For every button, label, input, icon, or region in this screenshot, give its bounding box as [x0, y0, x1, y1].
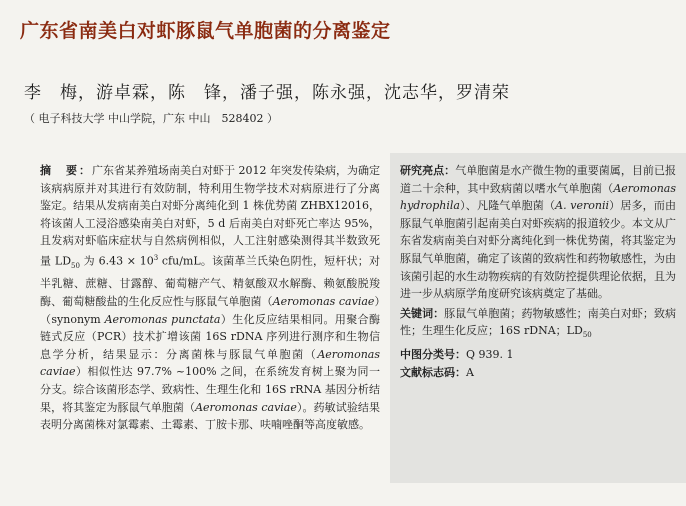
exponent: 3 — [153, 253, 159, 262]
abstract-text: 广东省某养殖场南美白对虾于 2012 年突发传染病，为确定该病病原并对其进行有效防制，特利用生物学技术对病原进行了分离鉴定。结果从发病南美白对虾分离纯化到 1 株优势菌 ZHBX12016，将该菌人工浸浴感染南美白对虾，5 d 后南美白对虾死亡率达 95%，且发病对虾临床症状与自然病例相似，人工注射感染测得其半数致死量 LD — [40, 164, 380, 268]
abstract-text: ）生化反应结果相同。用聚合酶链式反应（PCR）技术扩增该菌 16S rDNA 序列进行测序和生物信息学分析，结果显示：分离菌株与豚鼠气单胞菌（ — [40, 312, 381, 361]
species-name: A. veronii — [555, 199, 609, 213]
highlights-label: 研究亮点： — [400, 164, 456, 177]
doc-code-value: A — [466, 365, 474, 379]
author-list: 李 梅，游卓霖，陈 锋，潘子强，陈永强，沈志华，罗清荣 — [24, 83, 510, 103]
keywords-label: 关键词： — [400, 306, 445, 320]
highlights-text: ）居多，而由豚鼠气单胞菌引起南美白对虾疾病的报道较少。本文从广东省发病南美白对虾分离纯化到一株优势菌，将其鉴定为豚鼠气单胞菌，确定了该菌的致病性和药物敏感性，为由该菌引起的水生动物疾病的有效防控提供理论依据，且为进一步从病原学角度研究该病奠定了基础。 — [400, 199, 677, 301]
abstract-label: 摘 要： — [40, 164, 92, 177]
keywords-text: 豚鼠气单胞菌；药物敏感性；南美白对虾；致病性；生理生化反应；16S rDNA；LD — [400, 306, 677, 338]
affiliation: （ 电子科技大学 中山学院，广东 中山 528402 ） — [24, 112, 278, 125]
species-name: Aeromonas caviae — [272, 295, 375, 308]
highlights-box — [390, 153, 686, 483]
document-code — [400, 364, 676, 382]
ld50-subscript: 50 — [582, 331, 592, 340]
abstract — [40, 162, 380, 434]
clc-label: 中图分类号： — [400, 348, 466, 362]
abstract-text: ）相似性达 97.7% ~100% 之间，在系统发育树上聚为同一分支。综合该菌形态学、致病性、生理生化和 16S rRNA 基因分析结果，将其鉴定为豚鼠气单胞菌（ — [40, 365, 380, 414]
ld50-subscript: 50 — [71, 261, 80, 270]
keywords — [400, 305, 676, 345]
abstract-text: cfu/mL。该菌革兰氏染色阴性，短杆状；对半乳糖、蔗糖、甘露醇、葡萄糖产气、精氨酸双水解酶、赖氨酸脱羧酶、葡萄糖酸盐的生化反应性与豚鼠气单胞菌（ — [40, 254, 380, 308]
paper-title: 广东省南美白对虾豚鼠气单胞菌的分离鉴定 — [20, 20, 391, 42]
highlights-text: ）、凡隆气单胞菌（ — [459, 199, 556, 213]
doc-code-label: 文献标志码： — [400, 365, 466, 379]
species-name: Aeromonas caviae — [195, 400, 297, 414]
clc-value: Q 939. 1 — [466, 348, 514, 362]
highlights-text: 气单胞菌是水产微生物的重要菌属，目前已报道二十余种，其中致病菌以嗜水气单胞菌（ — [400, 164, 677, 195]
abstract-text: ）（synonym — [40, 295, 380, 326]
species-name: Aeromonas punctata — [104, 312, 221, 326]
species-name: Aeromonas caviae — [40, 347, 380, 379]
highlights — [400, 162, 676, 303]
species-name: Aeromonas hydrophila — [400, 181, 676, 213]
abstract-text: 为 6.43 × 10 — [79, 254, 154, 268]
clc-number — [400, 346, 676, 364]
abstract-text: ）。药敏试验结果表明分离菌株对氯霉素、土霉素、丁胺卡那、呋喃唑酮等高度敏感。 — [40, 400, 380, 432]
